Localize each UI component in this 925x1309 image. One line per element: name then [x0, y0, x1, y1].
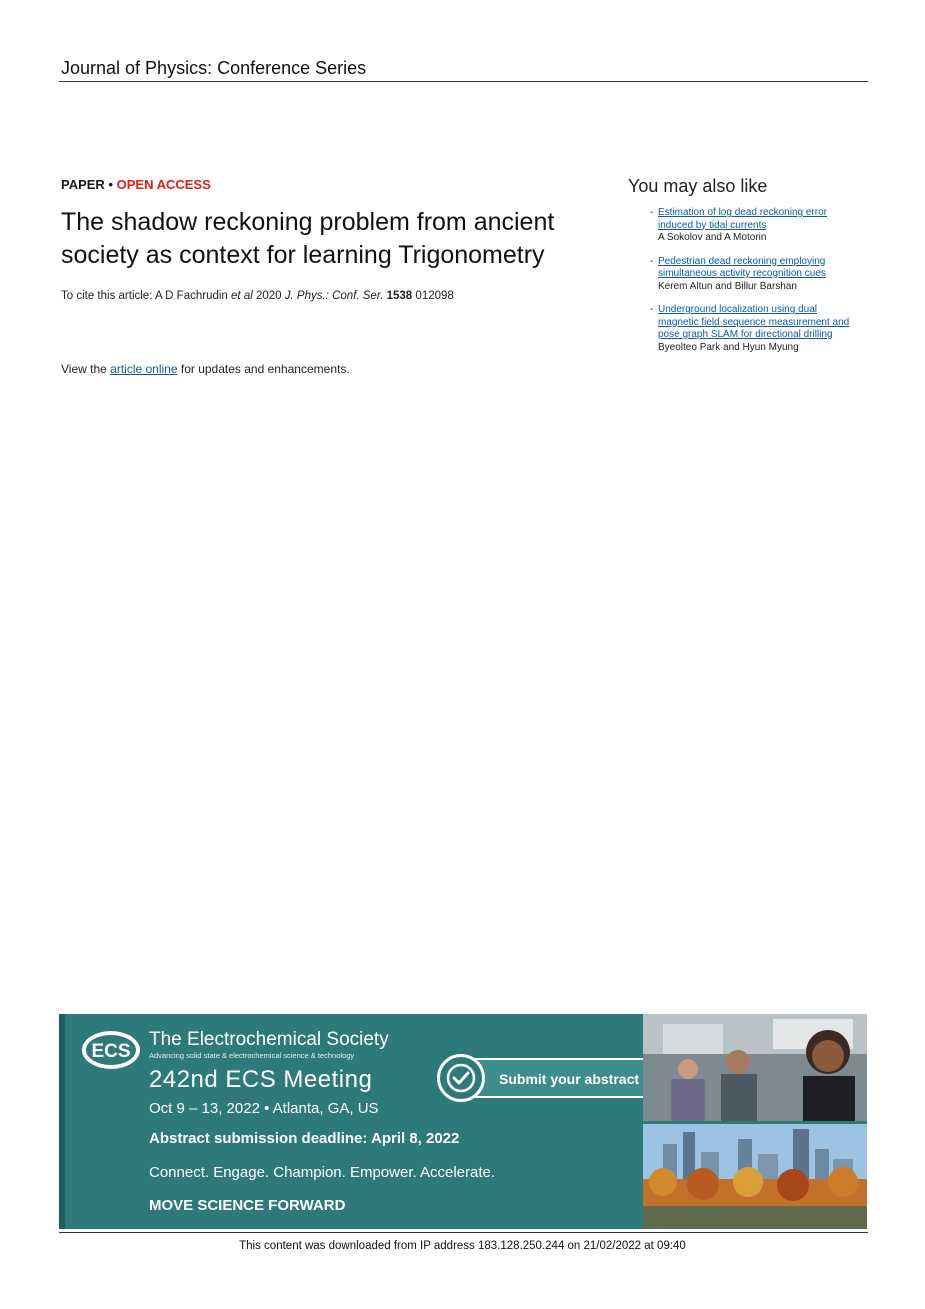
cite-year: 2020: [255, 290, 282, 302]
related-authors: Kerem Altun and Billur Barshan: [658, 280, 797, 292]
article-online-link[interactable]: article online: [110, 362, 178, 376]
banner-stripe: [59, 1014, 65, 1229]
related-authors: Byeolteo Park and Hyun Myung: [658, 341, 799, 353]
header-rule: [59, 81, 868, 82]
checkmark-icon: [437, 1054, 485, 1102]
article-title: The shadow reckoning problem from ancient society as context for learning Trigonometry: [61, 208, 555, 269]
banner-tagline: Connect. Engage. Champion. Empower. Accelerate.: [149, 1164, 496, 1181]
related-link[interactable]: Underground localization using dual magnetic field sequence measurement and pose graph SLAM for directional drilling: [658, 304, 850, 340]
related-heading: You may also like: [628, 176, 768, 196]
list-dash: -: [650, 207, 654, 218]
download-notice: This content was downloaded from IP address 183.128.250.244 on 21/02/2022 at 09:40: [239, 1240, 686, 1252]
submit-abstract-button[interactable]: [437, 1058, 677, 1098]
view-suffix: for updates and enhancements.: [180, 362, 350, 376]
people-photo: [643, 1014, 867, 1121]
journal-name: Journal of Physics: Conference Series: [61, 58, 367, 78]
citation: [61, 290, 454, 302]
paper-label: PAPER •: [61, 177, 113, 192]
related-item: [628, 304, 868, 354]
society-subtitle: Advancing solid state & electrochemical science & technology: [149, 1051, 355, 1060]
paper-tag: [61, 177, 211, 192]
society-name: The Electrochemical Society: [149, 1029, 389, 1050]
related-link[interactable]: Pedestrian dead reckoning employing simultaneous activity recognition cues: [658, 255, 826, 279]
related-item: [628, 256, 868, 294]
atlanta-skyline-photo: [643, 1124, 867, 1229]
footer-rule: [59, 1232, 868, 1233]
related-item: [628, 207, 868, 245]
submit-abstract-label: Submit your abstract: [499, 1071, 640, 1087]
view-prefix: View the: [61, 362, 107, 376]
ecs-banner-ad[interactable]: [59, 1014, 867, 1229]
list-dash: -: [650, 304, 654, 315]
related-articles: [628, 176, 868, 365]
cite-etal: et al: [231, 290, 253, 302]
meeting-title: 242nd ECS Meeting: [149, 1066, 373, 1093]
open-access-label: OPEN ACCESS: [116, 177, 211, 192]
list-dash: -: [650, 255, 654, 267]
svg-text:ECS: ECS: [91, 1041, 131, 1062]
ecs-logo-icon: [81, 1030, 141, 1070]
related-authors: A Sokolov and A Motorin: [658, 232, 767, 243]
cite-journal: J. Phys.: Conf. Ser.: [284, 290, 384, 302]
cite-volume: 1538: [386, 290, 413, 302]
related-link[interactable]: Estimation of log dead reckoning error induced by tidal currents: [658, 207, 827, 231]
cite-article: 012098: [415, 290, 454, 302]
meeting-dates: Oct 9 – 13, 2022 • Atlanta, GA, US: [149, 1100, 379, 1117]
banner-slogan: MOVE SCIENCE FORWARD: [149, 1197, 346, 1214]
view-online: [61, 362, 350, 376]
cite-prefix: To cite this article: A D Fachrudin: [61, 290, 228, 302]
submission-deadline: Abstract submission deadline: April 8, 2022: [149, 1130, 460, 1147]
